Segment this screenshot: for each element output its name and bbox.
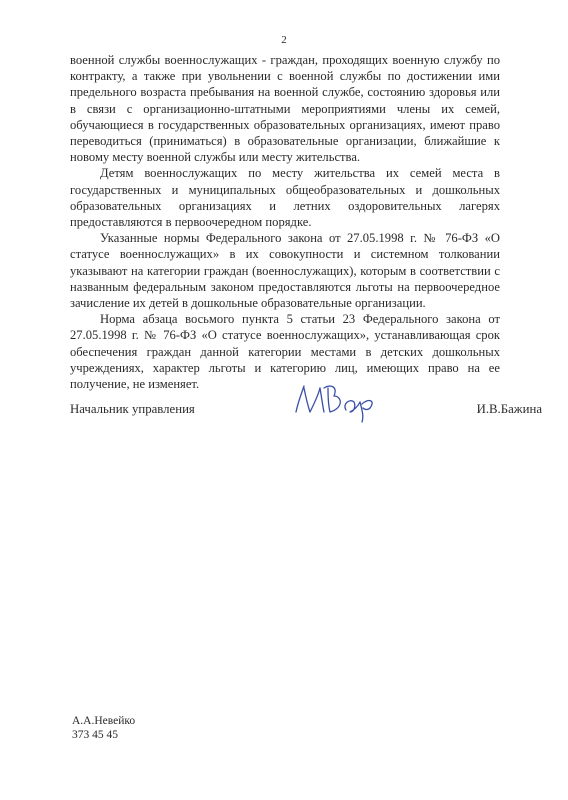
executor-info xyxy=(72,714,135,742)
signer-position: Начальник управления xyxy=(70,402,195,416)
page-number: 2 xyxy=(281,34,287,46)
paragraph: Указанные нормы Федерального закона от 27.05.1998 г. № 76-ФЗ «О статусе военнослужащих» в их совокупности и системном толковании указывают на категории граждан (военнослужащих), которым в соответствии с названным федеральным законом предоставляются льготы на первоочередное зачисление их детей в дошкольные образовательные организации. xyxy=(70,231,500,311)
executor-name: А.А.Невейко xyxy=(72,715,136,727)
paragraph: военной службы военнослужащих - граждан, проходящих военную службу по контракту, а также при увольнении с военной службы по достижении ими предельного возраста пребывания на военной службе, состоянию здоровья или в связи с организационно-штатными мероприятиями члены их семей, обучающиеся в государственных образовательных организациях, имеют право переводиться (приниматься) в образовательные организации, ближайшие к новому месту военной службы или месту жительства. xyxy=(70,53,500,165)
paragraph: Норма абзаца восьмого пункта 5 статьи 23 Федерального закона от 27.05.1998 г. № 76-ФЗ «О статусе военнослужащих», устанавливающая срок обеспечения граждан данной категории местами в детских дошкольных учреждениях, характер льготы и категорию лиц, имеющих право на ее получение, не изменяет. xyxy=(70,312,500,392)
signature-block xyxy=(70,374,542,424)
handwritten-signature xyxy=(290,374,380,424)
paragraph: Детям военнослужащих по месту жительства их семей места в государственных и муниципальных общеобразовательных и дошкольных образовательных организациях и летних оздоровительных лагерях предоставляются в первоочередном порядке. xyxy=(70,166,500,230)
letter-body xyxy=(70,52,500,392)
executor-phone: 373 45 45 xyxy=(72,729,118,741)
signer-name: И.В.Бажина xyxy=(476,402,542,416)
